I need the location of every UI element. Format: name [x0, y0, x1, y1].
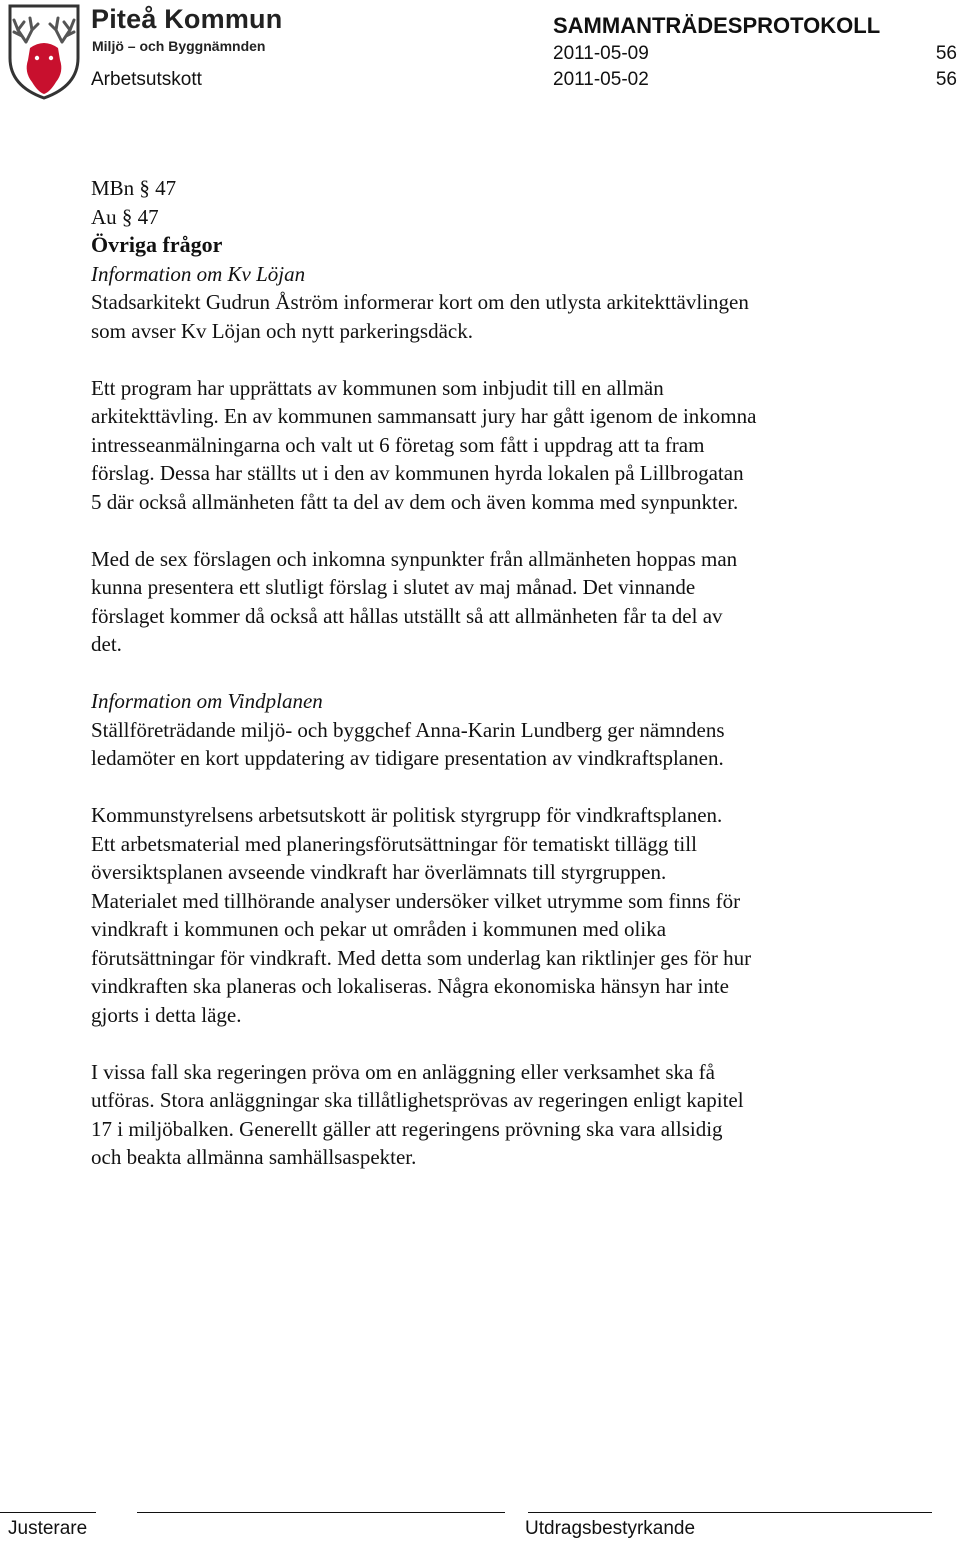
- vindplanen-heading: Information om Vindplanen: [91, 689, 323, 713]
- organization-name: Piteå Kommun: [91, 4, 283, 34]
- vindplanen-para2-line: förutsättningar för vindkraft. Med detta som underlag kan riktlinjer ges för hur: [91, 945, 752, 970]
- au-paragraph-reference: Au § 47: [91, 204, 159, 229]
- footer-divider: [0, 1512, 96, 1513]
- reindeer-crest-icon: [4, 2, 84, 100]
- kv-lojan-para2-line: 5 där också allmänheten fått ta del av dem och även komma med synpunkter.: [91, 489, 739, 514]
- vindplanen-para3-line: I vissa fall ska regeringen pröva om en anläggning eller verksamhet ska få: [91, 1059, 715, 1084]
- footer-divider: [137, 1512, 505, 1513]
- vindplanen-para2-line: gjorts i detta läge.: [91, 1002, 242, 1027]
- vindplanen-para2-line: Kommunstyrelsens arbetsutskott är politisk styrgrupp för vindkraftsplanen.: [91, 803, 723, 827]
- vindplanen-para2-line: vindkraft i kommunen och pekar ut områden i kommunen med olika: [91, 917, 667, 941]
- vindplanen-para1-line: Ställföreträdande miljö- och byggchef Anna-Karin Lundberg ger nämndens: [91, 717, 725, 742]
- kv-lojan-para2-line: förslag. Dessa har ställts ut i den av kommunen hyrda lokalen på Lillbrogatan: [91, 461, 744, 485]
- committee-name: Arbetsutskott: [91, 69, 202, 90]
- committee-page-number: 56: [935, 69, 957, 90]
- utdragsbestyrkande-label: Utdragsbestyrkande: [525, 1518, 696, 1539]
- mbn-paragraph-reference: MBn § 47: [91, 176, 177, 200]
- vindplanen-para2-line: vindkraften ska planeras och lokaliseras. Några ekonomiska hänsyn har inte: [91, 974, 729, 998]
- vindplanen-para2-line: Materialet med tillhörande analyser undersöker vilket utrymme som finns för: [91, 888, 741, 913]
- document-type: SAMMANTRÄDESPROTOKOLL: [553, 13, 881, 38]
- justerare-label: Justerare: [8, 1518, 88, 1539]
- vindplanen-para1-line: ledamöter en kort uppdatering av tidigare presentation av vindkraftsplanen.: [91, 746, 724, 770]
- vindplanen-para2-line: Ett arbetsmaterial med planeringsförutsättningar för tematiskt tillägg till: [91, 831, 697, 856]
- vindplanen-para3-line: 17 i miljöbalken. Generellt gäller att regeringens prövning ska vara allsidig: [91, 1116, 723, 1141]
- footer-divider: [528, 1512, 932, 1513]
- kv-lojan-para2-line: arkitekttävling. En av kommunen sammansatt jury har gått igenom de inkomna: [91, 404, 757, 428]
- section-title: Övriga frågor: [91, 232, 223, 257]
- meeting-page-number: 56: [935, 43, 957, 64]
- document-body: [91, 174, 941, 1172]
- vindplanen-para3-line: och beakta allmänna samhällsaspekter.: [91, 1145, 417, 1169]
- municipality-logo: [4, 2, 84, 100]
- kv-lojan-para3-line: Med de sex förslagen och inkomna synpunkter från allmänheten hoppas man: [91, 546, 738, 571]
- kv-lojan-intro-line: Stadsarkitekt Gudrun Åström informerar kort om den utlysta arkitekttävlingen: [91, 290, 749, 314]
- kv-lojan-para2-line: intresseanmälningarna och valt ut 6 företag som fått i uppdrag att ta fram: [91, 432, 705, 457]
- kv-lojan-para3-line: det.: [91, 632, 122, 656]
- kv-lojan-para3-line: förslaget kommer då också att hållas utställt så att allmänheten får ta del av: [91, 603, 723, 628]
- kv-lojan-intro-line: som avser Kv Löjan och nytt parkeringsdäck.: [91, 318, 473, 343]
- vindplanen-para2-line: översiktsplanen avseende vindkraft har överlämnats till styrgruppen.: [91, 860, 667, 884]
- organization-subtitle: Miljö – och Byggnämnden: [92, 38, 266, 54]
- kv-lojan-para3-line: kunna presentera ett slutligt förslag i slutet av maj månad. Det vinnande: [91, 575, 696, 599]
- vindplanen-para3-line: utföras. Stora anläggningar ska tillåtlighetsprövas av regeringen enligt kapitel: [91, 1088, 744, 1112]
- kv-lojan-para2-line: Ett program har upprättats av kommunen som inbjudit till en allmän: [91, 375, 664, 400]
- meeting-date: 2011-05-09: [553, 43, 649, 64]
- committee-date: 2011-05-02: [553, 69, 649, 90]
- kv-lojan-heading: Information om Kv Löjan: [91, 261, 306, 286]
